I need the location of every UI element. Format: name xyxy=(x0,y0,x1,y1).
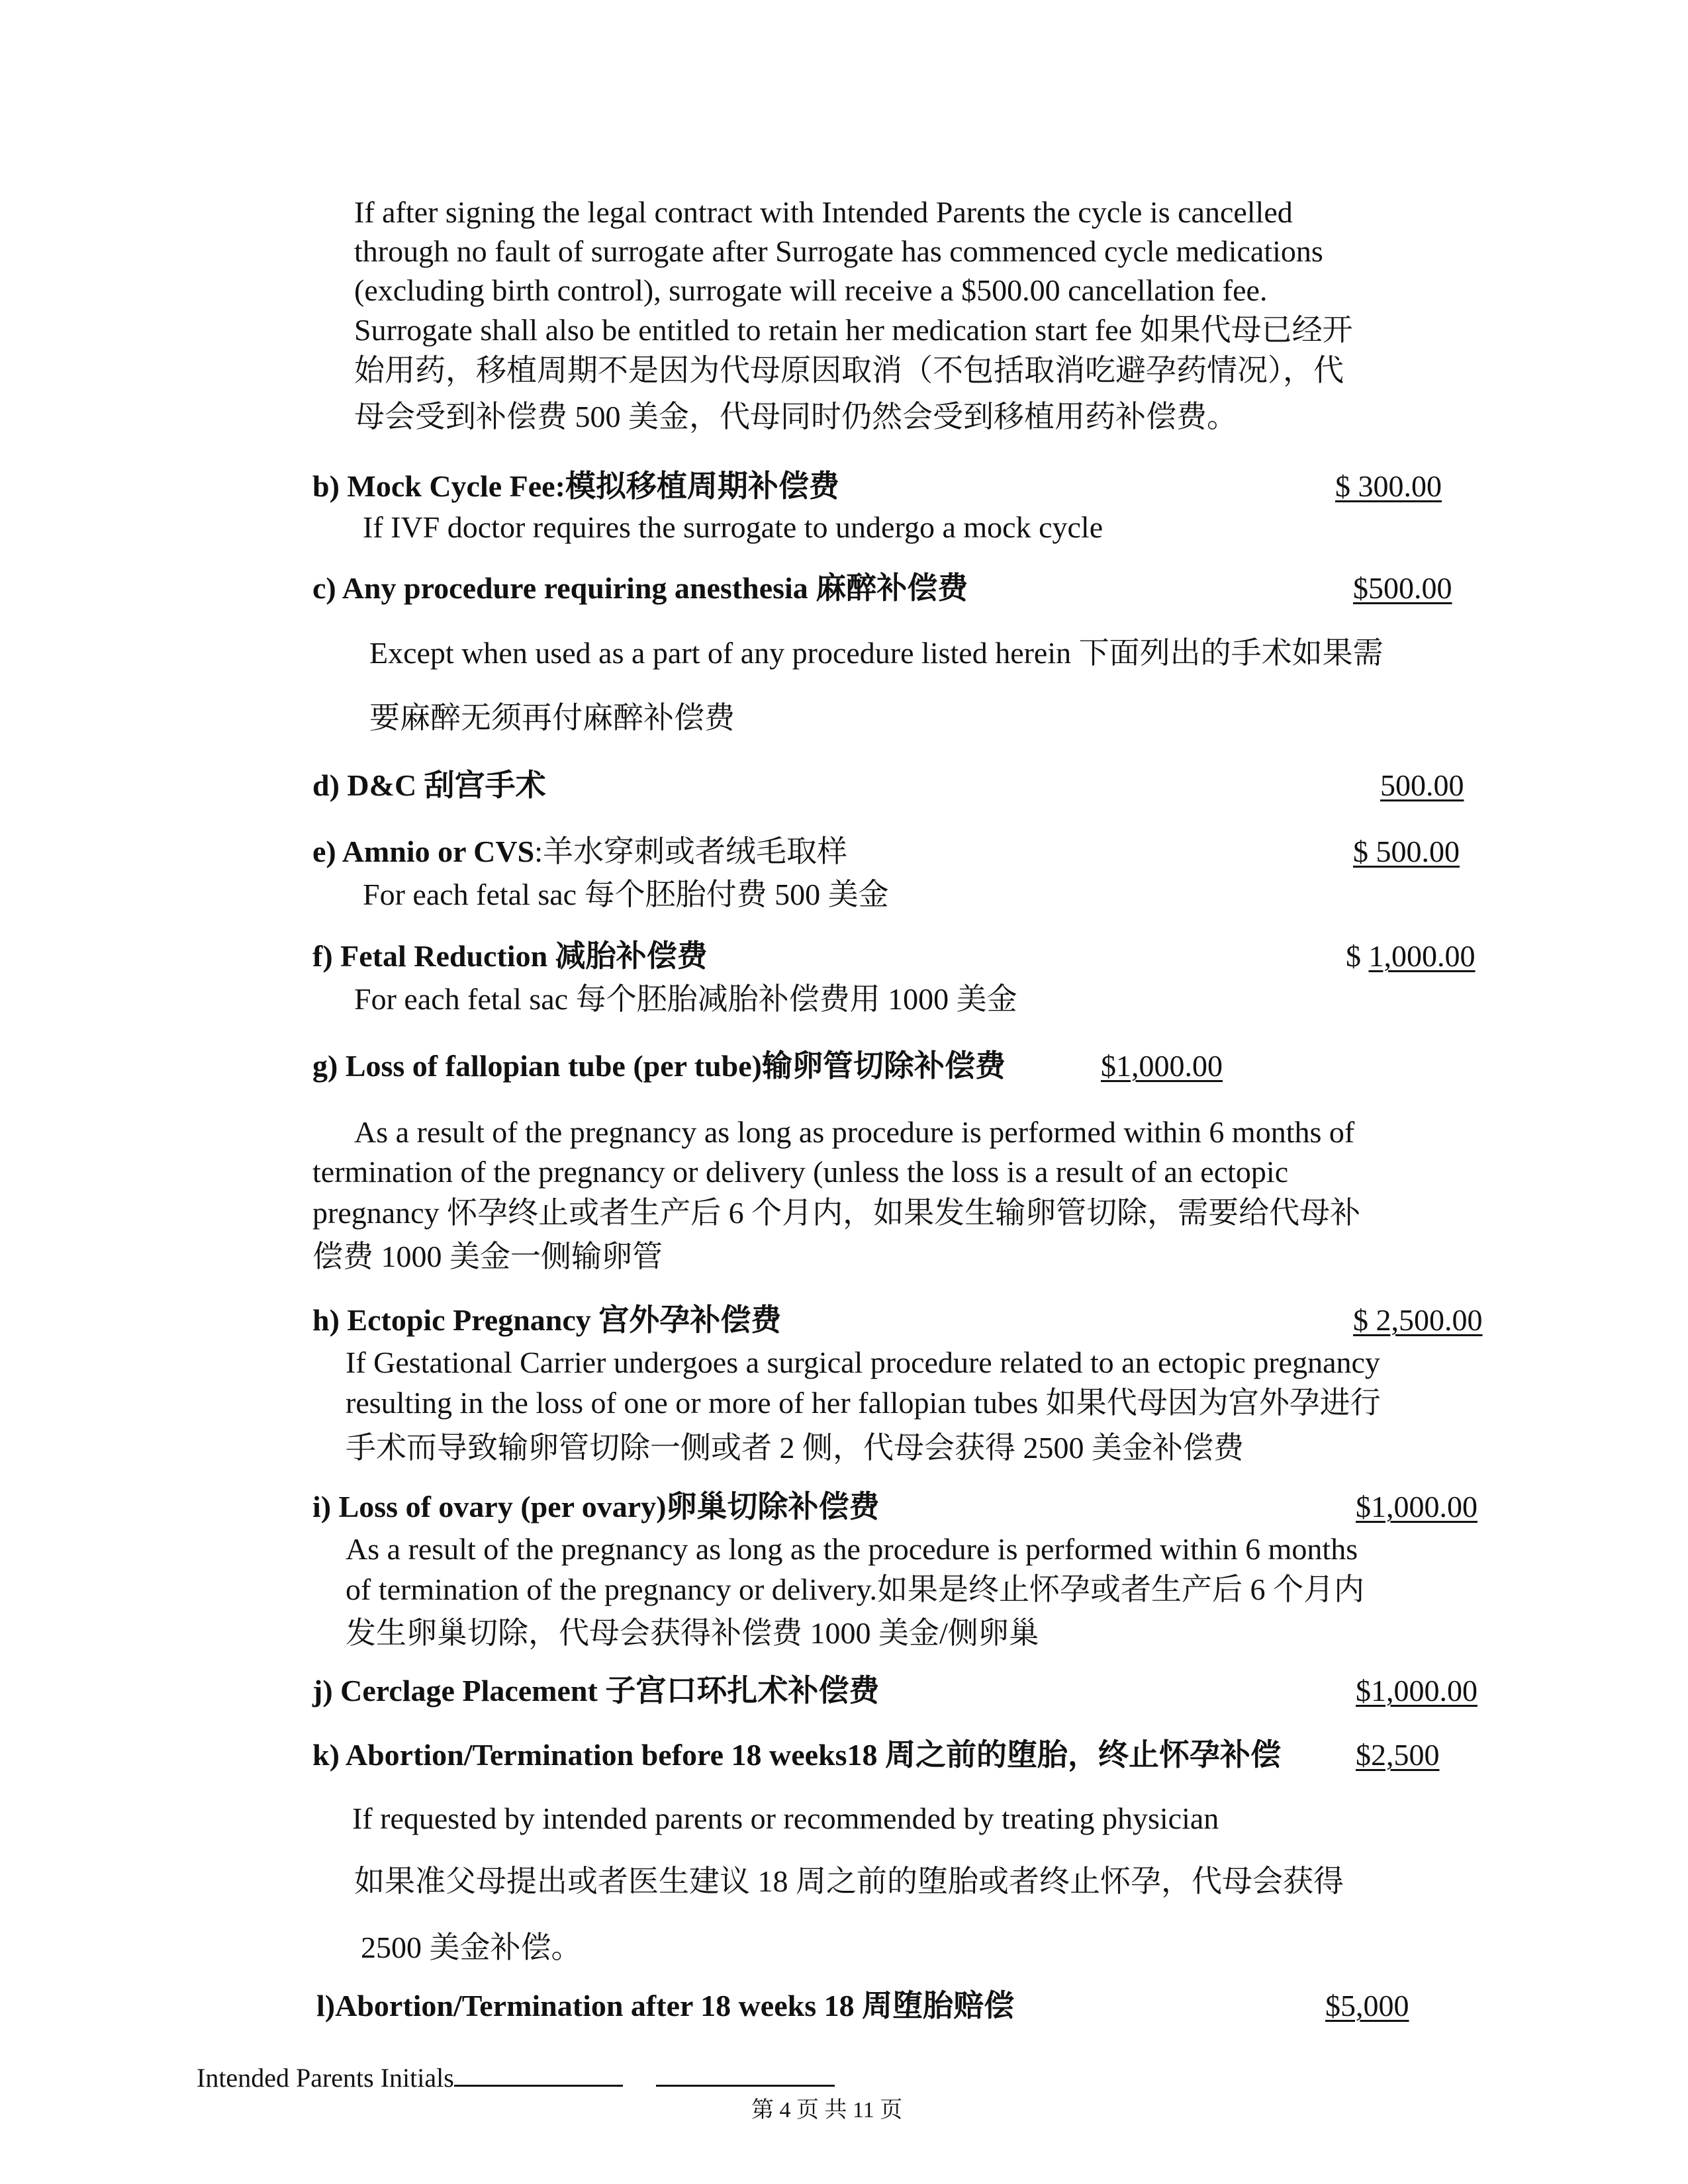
item-j-amount: $1,000.00 xyxy=(1356,1674,1477,1707)
item-i-desc: 发生卵巢切除，代母会获得补偿费 1000 美金/侧卵巢 xyxy=(346,1616,1039,1650)
item-f-desc: For each fetal sac 每个胚胎减胎补偿费用 1000 美金 xyxy=(354,982,1017,1016)
item-h-desc: 手术而导致输卵管切除一侧或者 2 侧，代母会获得 2500 美金补偿费 xyxy=(346,1431,1244,1465)
item-c-title: c) Any procedure requiring anesthesia 麻醉补偿费 xyxy=(312,571,968,605)
item-g-desc: pregnancy 怀孕终止或者生产后 6 个月内，如果发生输卵管切除，需要给代母补 xyxy=(312,1196,1361,1230)
item-g-desc: 偿费 1000 美金一侧输卵管 xyxy=(312,1240,663,1273)
initials-label: Intended Parents Initials xyxy=(197,2063,454,2093)
item-g-title: g) Loss of fallopian tube (per tube)输卵管切除补偿费 xyxy=(312,1049,1006,1083)
item-d-title: d) D&C 刮宫手术 xyxy=(312,768,546,802)
item-l-amount: $5,000 xyxy=(1325,1989,1409,2023)
item-i-desc: As a result of the pregnancy as long as the procedure is performed within 6 months xyxy=(346,1532,1358,1566)
item-f-amount-wrap xyxy=(1346,941,1476,972)
page-number: 第 4 页 共 11 页 xyxy=(751,2098,903,2122)
item-e-desc: For each fetal sac 每个胚胎付费 500 美金 xyxy=(363,878,889,911)
item-k-desc: If requested by intended parents or recommended by treating physician xyxy=(352,1801,1219,1835)
intro-line: Surrogate shall also be entitled to retain her medication start fee 如果代母已经开 xyxy=(354,313,1353,347)
item-b-title: b) Mock Cycle Fee:模拟移植周期补偿费 xyxy=(312,469,839,503)
item-g-desc: As a result of the pregnancy as long as procedure is performed within 6 months of xyxy=(354,1115,1355,1149)
item-l-title: l)Abortion/Termination after 18 weeks 18 周堕胎赔偿 xyxy=(316,1989,1015,2023)
item-e-title-bold: e) Amnio or CVS xyxy=(312,835,535,868)
item-h-desc: resulting in the loss of one or more of her fallopian tubes 如果代母因为宫外孕进行 xyxy=(346,1386,1381,1420)
item-k-desc: 如果准父母提出或者医生建议 18 周之前的堕胎或者终止怀孕，代母会获得 xyxy=(354,1864,1344,1898)
item-j-title: j) Cerclage Placement 子宫口环扎术补偿费 xyxy=(312,1674,880,1707)
item-d-amount: 500.00 xyxy=(1380,768,1464,802)
item-k-desc: 2500 美金补偿。 xyxy=(361,1931,582,1964)
item-e-title xyxy=(312,837,847,867)
footer-initials xyxy=(197,2060,835,2091)
intro-line: 始用药，移植周期不是因为代母原因取消（不包括取消吃避孕药情况），代 xyxy=(354,353,1344,387)
item-f-amount: 1,000.00 xyxy=(1368,939,1476,973)
item-i-title: i) Loss of ovary (per ovary)卵巢切除补偿费 xyxy=(312,1490,880,1524)
initials-line-2[interactable] xyxy=(656,2060,835,2087)
item-g-desc: termination of the pregnancy or delivery (unless the loss is a result of an ectopic xyxy=(312,1155,1289,1189)
intro-line: 母会受到补偿费 500 美金，代母同时仍然会受到移植用药补偿费。 xyxy=(354,400,1237,433)
item-i-amount: $1,000.00 xyxy=(1356,1490,1477,1524)
item-i-desc: of termination of the pregnancy or delivery.如果是终止怀孕或者生产后 6 个月内 xyxy=(346,1572,1365,1606)
item-c-desc: 要麻醉无须再付麻醉补偿费 xyxy=(369,701,735,735)
item-f-amount-prefix: $ xyxy=(1346,939,1369,973)
item-e-title-rest: :羊水穿刺或者绒毛取样 xyxy=(534,835,847,868)
item-b-desc: If IVF doctor requires the surrogate to undergo a mock cycle xyxy=(363,510,1103,544)
item-h-amount: $ 2,500.00 xyxy=(1353,1303,1483,1337)
item-e-amount: $ 500.00 xyxy=(1353,835,1460,868)
item-k-amount: $2,500 xyxy=(1356,1738,1440,1772)
item-b-amount: $ 300.00 xyxy=(1335,469,1442,503)
item-f-title: f) Fetal Reduction 减胎补偿费 xyxy=(312,939,708,973)
intro-line: If after signing the legal contract with Intended Parents the cycle is cancelled xyxy=(354,195,1293,229)
initials-line-1[interactable] xyxy=(454,2060,623,2087)
item-h-title: h) Ectopic Pregnancy 宫外孕补偿费 xyxy=(312,1303,782,1337)
item-c-desc: Except when used as a part of any procedure listed herein 下面列出的手术如果需 xyxy=(369,636,1383,670)
item-k-title: k) Abortion/Termination before 18 weeks18 周之前的堕胎，终止怀孕补偿 xyxy=(312,1738,1282,1772)
item-g-amount: $1,000.00 xyxy=(1101,1049,1223,1083)
item-h-desc: If Gestational Carrier undergoes a surgical procedure related to an ectopic pregnancy xyxy=(346,1345,1380,1379)
intro-line: through no fault of surrogate after Surrogate has commenced cycle medications xyxy=(354,234,1323,268)
item-c-amount: $500.00 xyxy=(1353,571,1452,605)
intro-line: (excluding birth control), surrogate will receive a $500.00 cancellation fee. xyxy=(354,273,1268,307)
